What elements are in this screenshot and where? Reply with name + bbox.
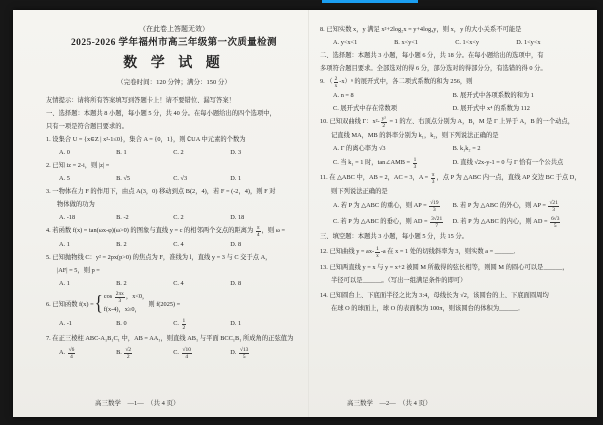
option [333, 142, 453, 155]
fraction [115, 291, 125, 304]
text-line [320, 62, 593, 75]
option [394, 36, 455, 49]
page-footer [95, 398, 180, 407]
exam-note [46, 23, 302, 35]
fraction-denominator: 4 [256, 232, 260, 238]
exam-title [46, 35, 302, 51]
option [455, 36, 516, 49]
text-line [320, 261, 593, 274]
text-line [320, 302, 593, 315]
text-run: 多项符合题目要求。全部选对的得 6 分，部分选对的得部分分，有选错的得 0 分。 [320, 65, 547, 72]
text-run: 13. 已知两直线 y = x 与 y = x+2 被圆 M 所截得的弦长相等，则圆 M 的圆心可以是______， [320, 264, 569, 271]
text-run: 一、选择题：本题共 8 小题，每小题 5 分，共 40 分。在每小题给出的四个选项中， [46, 110, 276, 117]
option [59, 146, 116, 159]
text-run: C. 2 [173, 214, 184, 221]
text-line [320, 289, 593, 302]
text-line [46, 133, 302, 146]
text-run: C. [173, 349, 181, 356]
text-run: A. Γ 的离心率为 √3 [333, 145, 386, 152]
text-run: A. [59, 349, 67, 356]
fraction-denominator: 3 [552, 207, 555, 213]
fraction [430, 216, 443, 229]
text-run: 三、填空题：本题共 3 小题，每小题 5 分，共 15 分。 [320, 233, 468, 240]
text-run: D. 1<y<x [516, 39, 541, 46]
option [116, 277, 173, 290]
text-run: B. 1 [116, 149, 127, 156]
text-run: B. 2 [116, 280, 127, 287]
text-run: 12. 已知曲线 y = ax- [320, 248, 375, 255]
text-run: 二、选择题：本题共 3 小题，每小题 6 分，共 18 分。在每小题给出的选项中，有 [320, 52, 544, 59]
option [230, 345, 287, 361]
fraction [68, 347, 76, 360]
piecewise-cases [104, 291, 149, 316]
fraction-numerator: π [256, 225, 260, 231]
exam-page-2 [309, 10, 597, 417]
fraction-numerator: 3√21 [431, 216, 443, 222]
text-run: A. -1 [59, 320, 72, 327]
text-run: = 1 的左、右顶点分别为 A，B，M 是 Γ 上异于 A，B 的一个动点， [387, 118, 575, 125]
text-run: C. √3 [173, 175, 188, 182]
fraction-numerator: √6 [68, 347, 75, 353]
text-run: D. [230, 349, 238, 356]
option-row [46, 211, 302, 224]
text-run: B. -2 [116, 214, 129, 221]
option [116, 238, 173, 251]
option [173, 238, 230, 251]
option [453, 142, 593, 155]
fraction-denominator: 4 [70, 354, 73, 360]
text-line [46, 94, 302, 107]
text-run: B. k₁k₂ = 2 [452, 145, 481, 152]
text-run: A. 1 [59, 280, 70, 287]
text-run: 5. 已知抛物线 C：y² = 2px(p>0) 的焦点为 F，准线为 l，直线 y = 3 与 C 交于点 A， [46, 254, 272, 261]
option [59, 345, 116, 361]
text-run: f(x-4)，x≥0， [103, 305, 141, 313]
option-row [320, 198, 593, 214]
text-run: 则下列说法正确的是 [331, 188, 388, 195]
text-run: B. √5 [116, 175, 131, 182]
fraction-numerator: √21 [549, 200, 558, 206]
fraction-denominator: 7 [435, 223, 439, 229]
fraction [182, 318, 187, 331]
text-run: D. 8 [230, 280, 242, 287]
text-run: 11. 在 △ABC 中，AB = 2，AC = 3，A = [320, 174, 430, 181]
text-run: C. 1<x<y [455, 39, 480, 46]
text-run: 3. 一物体在力 F 的作用下，由点 A(3，0) 移动到点 B(2，4)，若 F = (-2，4)，则 F 对 [46, 188, 276, 195]
text-line [320, 185, 593, 198]
text-run: A. n = 8 [333, 92, 354, 99]
text-line [46, 120, 302, 133]
brace: { [94, 290, 103, 315]
text-run: A. -18 [59, 214, 76, 221]
text-run: -x）ⁿ 的展开式中，各二项式系数的和为 256，则 [339, 78, 473, 85]
text-run: 6. 已知函数 f(x) = [46, 300, 94, 308]
text-run: 7. 在正三棱柱 ABC-A₁B₁C₁ 中，AB = AA₁，则直线 AB₁ 与平面 BCC₁B₁ 所成角的正弦值为 [46, 335, 294, 342]
option [230, 146, 287, 159]
fraction-denominator: x [334, 83, 338, 89]
fraction-denominator: 2 [382, 123, 386, 129]
text-run: （完卷时间：120 分钟；满分：150 分） [117, 79, 231, 86]
text-line [46, 198, 302, 211]
option [333, 214, 453, 230]
option [333, 36, 394, 49]
option [453, 102, 593, 115]
piecewise-case [104, 304, 149, 316]
option-row [46, 172, 302, 185]
piecewise-case [104, 291, 149, 304]
option [59, 277, 116, 290]
exam-subject [46, 54, 302, 74]
text-run: A. y<x<1 [333, 39, 358, 46]
text-run: C. 若 P 为 △ABC 的垂心，则 AD = [333, 218, 430, 225]
text-line [320, 49, 593, 62]
fraction-denominator: 3 [431, 179, 435, 185]
fraction [256, 225, 261, 238]
fraction-numerator: √19 [430, 200, 439, 206]
text-run: B. [116, 349, 124, 356]
fraction-numerator: √10 [182, 347, 191, 353]
text-run: 只有一项是符合题目要求的。 [46, 123, 128, 130]
option [173, 316, 230, 332]
option-row [46, 345, 302, 361]
text-run: B. 0 [116, 320, 127, 327]
text-run: A. 1 [59, 241, 70, 248]
text-run: D. 3 [230, 149, 242, 156]
option-row [46, 277, 302, 290]
text-run: D. 展开式中 x⁴ 的系数为 112 [452, 105, 530, 112]
text-run: |AF| = 5，则 p = [57, 267, 100, 274]
text-run: （在此卷上答题无效） [139, 25, 209, 33]
fraction-denominator: 3 [413, 164, 417, 170]
option [173, 172, 230, 185]
fraction-numerator: 6√3 [551, 216, 560, 222]
page-footer [347, 398, 432, 407]
fraction [381, 116, 387, 129]
fraction-denominator: 5 [242, 354, 246, 360]
text-line [320, 171, 593, 185]
text-run: C. 展开式中存在常数项 [333, 105, 398, 112]
fraction-denominator: 2 [126, 354, 130, 360]
option [173, 211, 230, 224]
fraction-numerator: 1 [182, 318, 186, 324]
text-line [320, 245, 593, 259]
option-row [320, 155, 593, 171]
text-line [320, 75, 593, 89]
text-line [320, 274, 593, 287]
text-run: D. 1 [230, 175, 242, 182]
fraction [413, 157, 418, 170]
text-run: 2025-2026 学年福州市高三年级第一次质量检测 [71, 38, 277, 48]
option [453, 89, 593, 102]
text-run: 4. 若函数 f(x) = tan(ωx-φ)(ω>0) 的图象与直线 y = c 的相邻两个交点的距离为 [46, 227, 255, 234]
option [230, 277, 287, 290]
fraction-denominator: 4 [185, 354, 189, 360]
text-run: -a 在 x = 1 处的切线斜率为 3，则实数 a = ______． [380, 248, 520, 255]
text-run: 9. （ [320, 78, 333, 85]
text-run: ，点 P 为 △ABC 内一点，直线 AP 交边 BC 于点 D， [436, 174, 581, 181]
fraction-numerator: y² [381, 116, 386, 122]
option [59, 316, 116, 332]
exam-page-1 [13, 10, 309, 417]
fraction-numerator: 2πx [115, 290, 124, 297]
text-run: D. 18 [230, 214, 245, 221]
text-run: 在球 O 的球面上，球 O 的表面积为 100π，则该圆台的体积为______． [331, 305, 525, 312]
option [333, 89, 453, 102]
fraction [334, 76, 339, 89]
piecewise-function [46, 290, 302, 316]
exam-info [46, 77, 302, 89]
option [59, 238, 116, 251]
fraction-numerator: √2 [125, 347, 132, 353]
option [173, 146, 230, 159]
text-run: B. x<y<1 [394, 39, 418, 46]
text-run: 8. 已知实数 x，y 满足 x²+2log₂x = y+4log₄y，则 x，y 的大小关系不可能是 [320, 26, 522, 33]
text-run: B. 展开式中各项系数的和为 1 [452, 92, 534, 99]
text-run: ，x<0， [125, 292, 149, 300]
text-run: ，则 ω = [261, 227, 286, 234]
fraction [429, 200, 439, 213]
fraction [431, 172, 436, 185]
text-line [46, 332, 302, 345]
exam-paper [13, 10, 597, 417]
text-run: 物体做的功为 [57, 201, 95, 208]
text-run: 10. 已知双曲线 Γ：x²- [320, 118, 380, 125]
option-row [320, 142, 593, 155]
text-run: B. 2 [116, 241, 127, 248]
text-run: cos [103, 292, 114, 300]
text-run: 高三数学 —1— （共 4 页） [95, 400, 180, 407]
option [333, 102, 453, 115]
text-run: 高三数学 —2— （共 4 页） [347, 400, 432, 407]
text-run: 14. 已知圆台上、下底面半径之比为 3:4，母线长为 √2，该圆台的上、下底面圆周均 [320, 292, 549, 299]
option-row [320, 89, 593, 102]
text-line [320, 115, 593, 129]
option-row [46, 146, 302, 159]
text-line [46, 185, 302, 198]
text-run: D. 8 [230, 241, 242, 248]
option [173, 345, 230, 361]
text-run: 1. 设集合 U = {x∈Z | x²-1≤0}，集合 A = {0，1}，则 ∁UA 中元素的个数为 [46, 136, 246, 143]
text-line [46, 264, 302, 277]
option [116, 345, 173, 361]
fraction [239, 347, 249, 360]
fraction [550, 216, 560, 229]
fraction-numerator: 1 [376, 246, 379, 252]
text-line [46, 224, 302, 238]
option [333, 155, 453, 171]
option [453, 214, 593, 230]
text-line [320, 230, 593, 243]
text-run: C. 4 [173, 241, 184, 248]
option-row [320, 102, 593, 115]
text-run: 则 f(2025) = [148, 300, 181, 308]
fraction [375, 246, 380, 259]
fraction [548, 200, 558, 213]
option [453, 198, 593, 214]
fraction-denominator: 3 [433, 207, 436, 213]
text-run: A. 5 [59, 175, 70, 182]
text-line [320, 129, 593, 142]
text-run: D. 1 [230, 320, 242, 327]
option [333, 198, 453, 214]
fraction [182, 347, 192, 360]
option [230, 238, 287, 251]
text-run: B. 若 P 为 △ABC 的外心，则 AP = [452, 202, 548, 209]
fraction-denominator: 2 [182, 325, 186, 331]
blue-top-bar [322, 0, 418, 3]
option [116, 172, 173, 185]
text-run: C. 当 k₁ = 1 时，tan∠AMB = [333, 159, 412, 166]
fraction-numerator: 1 [413, 157, 417, 163]
option [230, 211, 287, 224]
option-row [46, 238, 302, 251]
text-run: 友情提示：请将所有答案填写到答题卡上！请不要错位、漏写答案！ [46, 97, 235, 104]
option [116, 316, 173, 332]
option-row [320, 214, 593, 230]
text-run: C. [173, 320, 181, 327]
text-run: 2. 已知 iz = 2-i，则 |z| = [46, 162, 110, 169]
text-run: A. 若 P 为 △ABC 的重心，则 AP = [333, 202, 429, 209]
text-line [46, 107, 302, 120]
option-row [320, 36, 593, 49]
option [173, 277, 230, 290]
text-run: 数 学 试 题 [123, 56, 225, 71]
option [516, 36, 577, 49]
option [230, 172, 287, 185]
option-row [46, 316, 302, 332]
fraction-denominator: 5 [553, 223, 557, 229]
fraction-denominator: x [376, 253, 379, 259]
text-run: C. 2 [173, 149, 184, 156]
text-line [46, 251, 302, 264]
option [59, 211, 116, 224]
fraction-numerator: √13 [239, 347, 249, 353]
text-line [320, 23, 593, 36]
text-line [46, 159, 302, 172]
text-run: D. 直线 √2x-y-1 = 0 与 Γ 恰有一个公共点 [452, 159, 564, 166]
text-run: A. 0 [59, 149, 70, 156]
fraction-numerator: 2 [334, 76, 338, 82]
fraction-numerator: π [431, 172, 435, 178]
fraction-denominator: 3 [118, 297, 122, 304]
text-run: 记直线 MA，MB 的斜率分别为 k₁，k₂，则下列说法正确的是 [331, 132, 499, 139]
text-run: C. 4 [173, 280, 184, 287]
text-run: 半径可以是______。（写出一组满足条件的即可） [331, 277, 467, 284]
option [116, 211, 173, 224]
option [116, 146, 173, 159]
option [230, 316, 287, 332]
fraction [124, 347, 132, 360]
option [59, 172, 116, 185]
text-run: D. 若 P 为 △ABC 的内心，则 AD = [452, 218, 550, 225]
option [453, 155, 593, 171]
